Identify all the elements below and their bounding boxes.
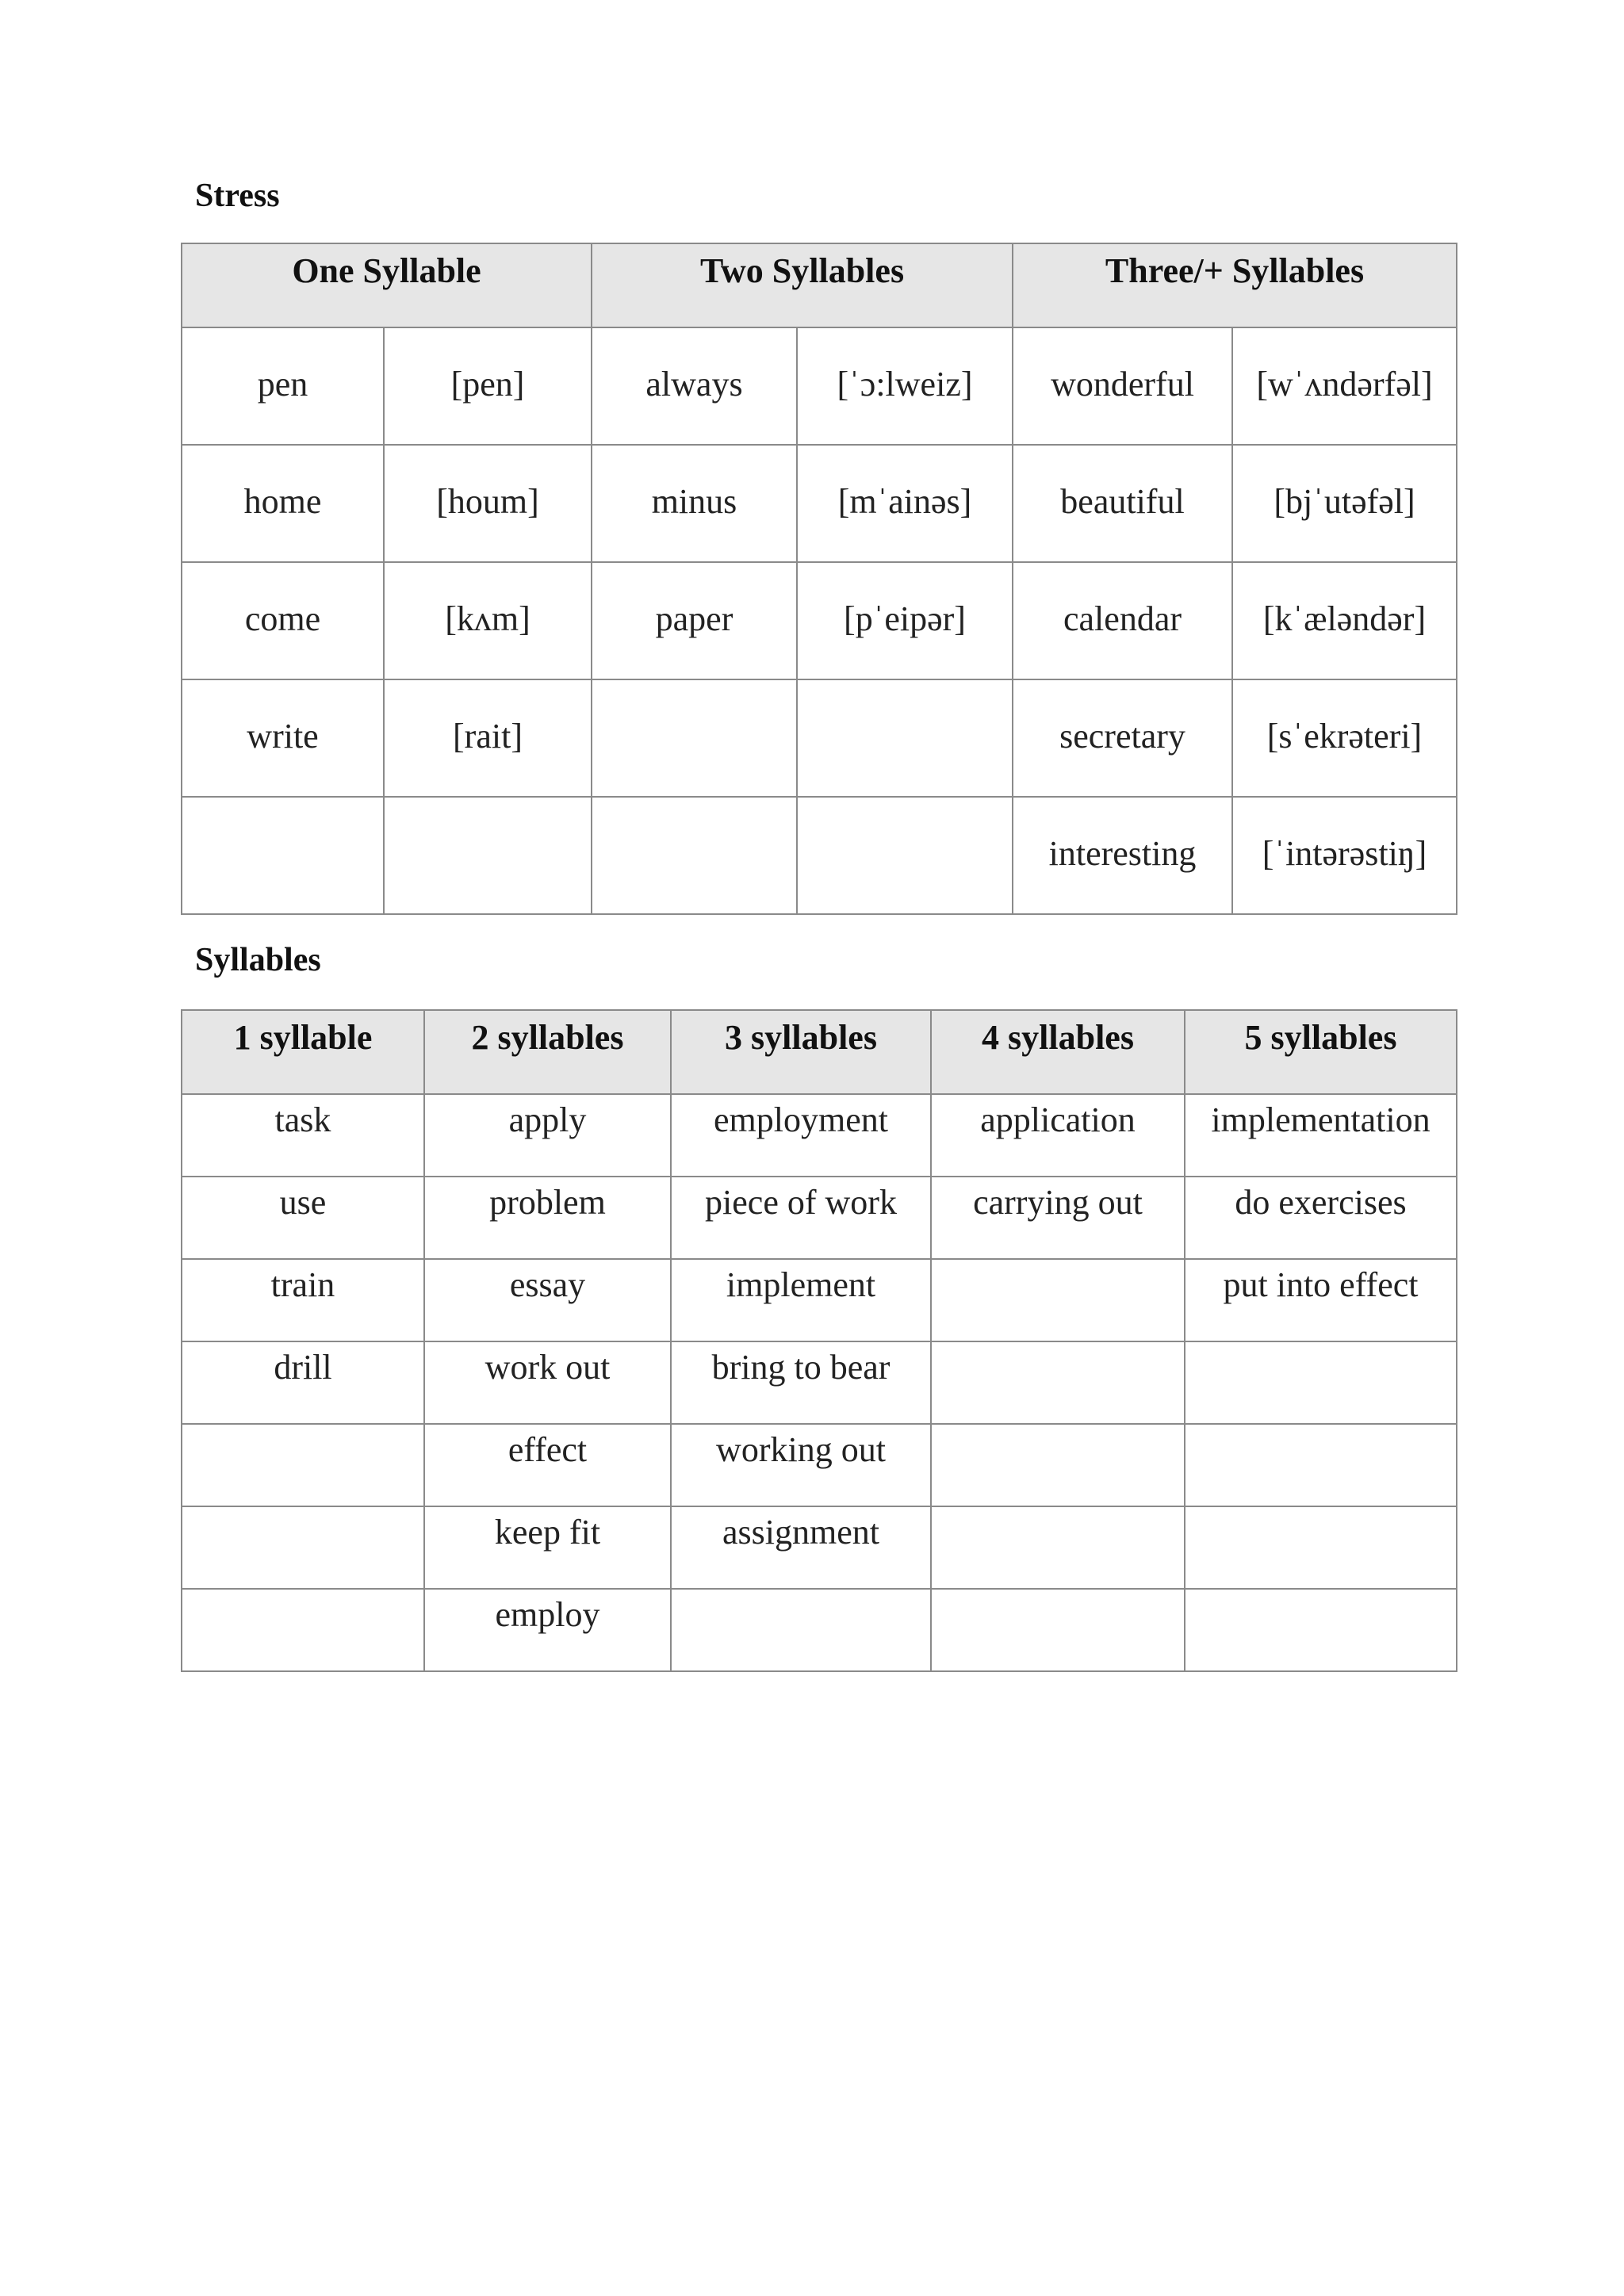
stress-cell: paper	[592, 562, 797, 679]
stress-cell	[592, 797, 797, 914]
syllables-cell: employ	[424, 1589, 671, 1671]
syllables-row	[182, 1177, 1457, 1259]
stress-cell: [wˈʌndərfəl]	[1232, 327, 1457, 445]
stress-cell: [kˈæləndər]	[1232, 562, 1457, 679]
stress-row	[182, 327, 1457, 445]
syllables-table	[181, 1009, 1457, 1672]
syllables-row	[182, 1259, 1457, 1341]
syllables-header-2: 2 syllables	[424, 1010, 671, 1094]
stress-cell: beautiful	[1013, 445, 1232, 562]
syllables-cell: implementation	[1185, 1094, 1457, 1177]
stress-table	[181, 243, 1457, 915]
syllables-cell: work out	[424, 1341, 671, 1424]
stress-cell: home	[182, 445, 384, 562]
stress-section-title: Stress	[195, 178, 280, 214]
stress-cell: [bjˈutəfəl]	[1232, 445, 1457, 562]
syllables-cell: essay	[424, 1259, 671, 1341]
syllables-cell	[931, 1259, 1185, 1341]
stress-cell	[592, 679, 797, 797]
syllables-cell	[1185, 1424, 1457, 1506]
stress-cell: always	[592, 327, 797, 445]
stress-cell: secretary	[1013, 679, 1232, 797]
stress-cell: [houm]	[384, 445, 592, 562]
stress-cell: calendar	[1013, 562, 1232, 679]
stress-row	[182, 679, 1457, 797]
syllables-cell: implement	[671, 1259, 931, 1341]
syllables-row	[182, 1341, 1457, 1424]
stress-cell	[182, 797, 384, 914]
syllables-header-5: 5 syllables	[1185, 1010, 1457, 1094]
syllables-cell	[671, 1589, 931, 1671]
stress-cell: pen	[182, 327, 384, 445]
stress-row	[182, 562, 1457, 679]
stress-cell: [sˈekrəteri]	[1232, 679, 1457, 797]
stress-cell: [rait]	[384, 679, 592, 797]
syllables-cell	[931, 1506, 1185, 1589]
syllables-header-4: 4 syllables	[931, 1010, 1185, 1094]
stress-cell: write	[182, 679, 384, 797]
stress-cell: [mˈainəs]	[797, 445, 1013, 562]
syllables-cell	[1185, 1589, 1457, 1671]
syllables-section-title: Syllables	[195, 942, 321, 978]
syllables-row	[182, 1506, 1457, 1589]
syllables-cell: put into effect	[1185, 1259, 1457, 1341]
syllables-row	[182, 1424, 1457, 1506]
stress-cell	[797, 797, 1013, 914]
syllables-cell: carrying out	[931, 1177, 1185, 1259]
stress-cell	[797, 679, 1013, 797]
syllables-row	[182, 1094, 1457, 1177]
syllables-cell: employment	[671, 1094, 931, 1177]
syllables-cell	[931, 1424, 1185, 1506]
syllables-cell: task	[182, 1094, 424, 1177]
stress-row	[182, 445, 1457, 562]
stress-cell: come	[182, 562, 384, 679]
stress-header-two-syllables: Two Syllables	[592, 243, 1013, 327]
stress-cell: [pˈeipər]	[797, 562, 1013, 679]
syllables-header-1: 1 syllable	[182, 1010, 424, 1094]
syllables-cell	[182, 1506, 424, 1589]
syllables-cell	[931, 1589, 1185, 1671]
stress-header-three-plus-syllables: Three/+ Syllables	[1013, 243, 1457, 327]
syllables-cell: do exercises	[1185, 1177, 1457, 1259]
syllables-cell: effect	[424, 1424, 671, 1506]
syllables-cell: apply	[424, 1094, 671, 1177]
syllables-cell: application	[931, 1094, 1185, 1177]
stress-cell: minus	[592, 445, 797, 562]
stress-cell: [pen]	[384, 327, 592, 445]
syllables-cell: problem	[424, 1177, 671, 1259]
syllables-cell: piece of work	[671, 1177, 931, 1259]
stress-cell: wonderful	[1013, 327, 1232, 445]
syllables-cell: drill	[182, 1341, 424, 1424]
stress-header-row	[182, 243, 1457, 327]
stress-cell: interesting	[1013, 797, 1232, 914]
syllables-cell	[182, 1424, 424, 1506]
syllables-header-row	[182, 1010, 1457, 1094]
stress-cell: [kʌm]	[384, 562, 592, 679]
syllables-header-3: 3 syllables	[671, 1010, 931, 1094]
stress-cell: [ˈintərəstiŋ]	[1232, 797, 1457, 914]
syllables-cell	[931, 1341, 1185, 1424]
stress-header-one-syllable: One Syllable	[182, 243, 592, 327]
syllables-row	[182, 1589, 1457, 1671]
syllables-cell: use	[182, 1177, 424, 1259]
syllables-cell	[1185, 1506, 1457, 1589]
syllables-cell	[182, 1589, 424, 1671]
syllables-cell: keep fit	[424, 1506, 671, 1589]
stress-row	[182, 797, 1457, 914]
syllables-cell: working out	[671, 1424, 931, 1506]
stress-cell	[384, 797, 592, 914]
syllables-cell: bring to bear	[671, 1341, 931, 1424]
syllables-cell: train	[182, 1259, 424, 1341]
syllables-cell	[1185, 1341, 1457, 1424]
stress-cell: [ˈɔ:lweiz]	[797, 327, 1013, 445]
syllables-cell: assignment	[671, 1506, 931, 1589]
